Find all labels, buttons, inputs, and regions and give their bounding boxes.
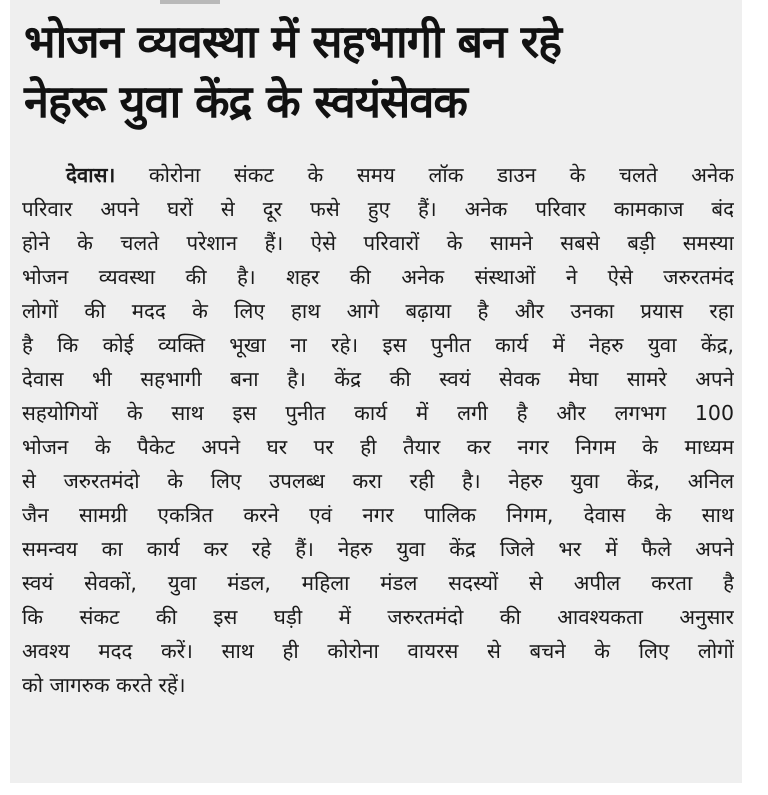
previous-article-edge [160, 0, 220, 4]
article-line: लोगों की मदद के लिए हाथ आगे बढ़ाया है और उनका प्रयास रहा [22, 299, 734, 323]
article-line: होने के चलते परेशान हैं। ऐसे परिवारों के सामने सबसे बड़ी समस्या [22, 231, 734, 255]
article-line-text: कोरोना संकट के समय लॉक डाउन के चलते अनेक [115, 163, 734, 187]
article-line: को जागरुक करते रहें। [22, 673, 186, 697]
dateline: देवास। [66, 163, 116, 187]
article-line: है कि कोई व्यक्ति भूखा ना रहे। इस पुनीत कार्य में नेहरु युवा केंद्र, [22, 333, 734, 357]
article-body [22, 158, 734, 702]
article-line: देवास भी सहभागी बना है। केंद्र की स्वयं सेवक मेघा सामरे अपने [22, 367, 734, 391]
headline-line-2: नेहरू युवा केंद्र के स्वयंसेवक [24, 75, 467, 128]
article-line: समन्वय का कार्य कर रहे हैं। नेहरु युवा केंद्र जिले भर में फैले अपने [22, 537, 734, 561]
article-line: से जरुरतमंदो के लिए उपलब्ध करा रही है। नेहरु युवा केंद्र, अनिल [22, 469, 734, 493]
article-line: भोजन व्यवस्था की है। शहर की अनेक संस्थाओं ने ऐसे जरुरतमंद [22, 265, 734, 289]
article-line: जैन सामग्री एकत्रित करने एवं नगर पालिक निगम, देवास के साथ [22, 503, 734, 527]
article-line: कि संकट की इस घड़ी में जरुरतमंदो की आवश्यकता अनुसार [22, 605, 734, 629]
newspaper-clipping [10, 0, 742, 783]
article-line: परिवार अपने घरों से दूर फसे हुए हैं। अनेक परिवार कामकाज बंद [22, 197, 734, 221]
headline-line-1: भोजन व्यवस्था में सहभागी बन रहे [24, 15, 561, 68]
article-line: सहयोगियों के साथ इस पुनीत कार्य में लगी है और लगभग 100 [22, 401, 734, 425]
article-line: भोजन के पैकेट अपने घर पर ही तैयार कर नगर निगम के माध्यम [22, 435, 734, 459]
headline [24, 12, 734, 132]
article-line: अवश्य मदद करें। साथ ही कोरोना वायरस से बचने के लिए लोगों [22, 639, 734, 663]
article-line: स्वयं सेवकों, युवा मंडल, महिला मंडल सदस्यों से अपील करता है [22, 571, 734, 595]
article-line [22, 158, 734, 192]
